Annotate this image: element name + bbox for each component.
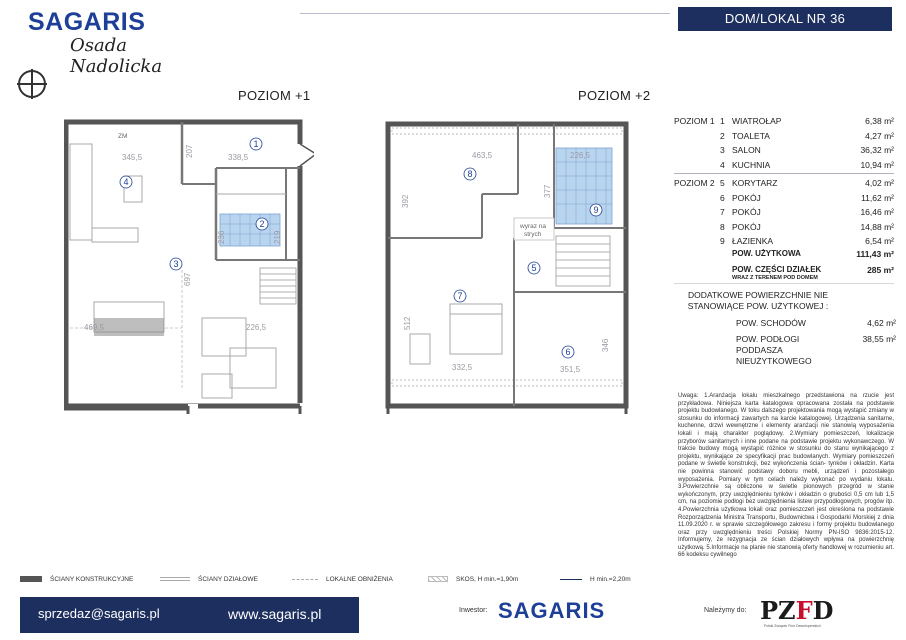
area-row	[674, 176, 894, 191]
room-area: 10,94 m²	[860, 159, 894, 170]
extra-areas-title: DODATKOWE POWIERZCHNIE NIE STANOWIĄCE POW. UŻYTKOWEJ :	[687, 290, 829, 311]
lowering-swatch	[292, 579, 318, 580]
member-label: Należymy do:	[704, 607, 747, 614]
dimension-label: 697	[183, 272, 192, 286]
extra-area-row	[736, 318, 896, 329]
dimension-label: 236	[217, 230, 226, 244]
dimension-label: 219	[273, 230, 282, 244]
disclaimer-note: Uwaga: 1.Aranżacja lokalu mieszkalnego przedstawiona na rzucie jest przykładowa. Niniejsza karta katalogowa opracowana została na podstawie projektu budowlanego. W toku dalszego projektowania mogą wystąpić zmiany w stosunku do informacji zawartych na karcie katalogowej. Urządzenia sanitarne, kuchenne, drzwi wewnętrzne i elementy aranżacji nie stanowią wyposażenia lokali i mają charakter poglądowy. 2.Wymiary pomieszczeń, lokalizacje przyborów sanitarnych i inne podane na podstawie projektu wykonawczego. W trakcie budowy mogą wystąpić różnice w stosunku do stanu wynikającego z projektu, wynikające ze specyfikacji prac budowlanych. Wymiary pomieszczeń podane w świetle konstrukcji, bez wykończenia ścian- tynków i okładzin. Karta nie powinna stanowić podstawy doboru mebli, urządzeń i pozostałego wyposażenia. Pomiary w tym celach należy wykonać po wydaniu lokalu. 3.Powierzchnie są obliczone w świetle pionowych przegród w stanie wykończonym, przy uwzględnieniu tynków i okładzin o grubości 0,5 cm lub 1,5 cm, na poziomie podłogi bez uwzględnienia listew przypodłogowych, progów itp. 4.Powierzchnia użytkowa lokali oraz pomieszczeń jest określona na podstawie Rozporządzenia Ministra Transportu, Budownictwa i Gospodarki Morskiej z dnia 11.09.2020 r. w sprawie szczegółowego zakresu i formy projektu budowlanego oraz przy uwzględnieniu treści Polskiej Normy PN-ISO 9836:2015-12. Informujemy, że rezygnacja ze ścian działowych wpływa na powierzchnię użytkową. 5.Informacje na planie nie stanowią oferty handlowej w rozumieniu art. 66 kodeksu cywilnego	[678, 393, 894, 559]
room-name: POKÓJ	[732, 221, 761, 232]
room-area: 6,54 m²	[865, 236, 894, 247]
room-number: 1	[253, 139, 259, 149]
room-area: 4,02 m²	[865, 178, 894, 189]
room-name: KORYTARZ	[732, 178, 778, 189]
room-number: 9	[593, 205, 599, 215]
room-number: 2	[259, 219, 265, 229]
divider	[674, 173, 894, 174]
email-link[interactable]: sprzedaz@sagaris.pl	[38, 606, 160, 621]
room-no: 6	[720, 192, 725, 203]
area-row	[674, 129, 894, 144]
legend-item	[160, 573, 258, 585]
floor-plan-level-2	[382, 118, 644, 416]
usable-area-label: POW. UŻYTKOWA	[732, 248, 801, 258]
compass-icon	[18, 70, 46, 98]
zm-label: ZM	[118, 133, 128, 140]
legend-item	[428, 573, 518, 585]
room-name: TOALETA	[732, 130, 770, 141]
dimension-label: 226,5	[246, 323, 267, 332]
brand-subtitle: Osada Nadolicka	[70, 35, 163, 77]
partition-wall-swatch	[160, 577, 190, 581]
slope-swatch	[428, 576, 448, 582]
room-name: POKÓJ	[732, 192, 761, 203]
room-area: 6,38 m²	[865, 116, 894, 127]
attic-access-label: strych	[524, 231, 542, 238]
website-link[interactable]: www.sagaris.pl	[228, 606, 322, 622]
level-label: POZIOM 1	[674, 116, 715, 127]
floor-plan-level-1	[64, 118, 314, 416]
room-number: 4	[123, 177, 129, 187]
dimension-label: 351,5	[560, 365, 581, 374]
room-name: ŁAZIENKA	[732, 236, 774, 247]
dimension-label: 512	[403, 316, 412, 330]
area-row	[674, 234, 894, 249]
room-name: POKÓJ	[732, 207, 761, 218]
extra-area-row	[736, 334, 896, 367]
legend-label: H min.=2,20m	[590, 575, 631, 583]
legend-item	[560, 573, 631, 585]
usable-area-value: 111,43 m²	[856, 248, 894, 259]
room-area: 4,27 m²	[865, 130, 894, 141]
room-area: 36,32 m²	[860, 145, 894, 156]
area-row	[674, 205, 894, 220]
room-number: 6	[565, 347, 571, 357]
room-no: 7	[720, 207, 725, 218]
area-row	[674, 220, 894, 235]
legend-label: ŚCIANY KONSTRUKCYJNE	[50, 575, 134, 583]
area-table	[674, 114, 894, 285]
pzfd-subtitle: Polski Związek Firm Deweloperskich	[764, 624, 821, 628]
legend-label: SKOS, H min.=1,90m	[456, 575, 519, 583]
area-row	[674, 191, 894, 206]
stairs-value: 4,62 m²	[867, 318, 896, 328]
room-number: 7	[457, 291, 463, 301]
dimension-label: 463,5	[472, 151, 493, 160]
room-area: 14,88 m²	[860, 221, 894, 232]
room-area: 16,46 m²	[860, 207, 894, 218]
room-no: 8	[720, 221, 725, 232]
dimension-label: 338,5	[228, 153, 249, 162]
room-area: 11,62 m²	[861, 192, 894, 203]
level-label: POZIOM 2	[674, 178, 715, 189]
header-line	[300, 13, 670, 14]
brand-logo	[28, 8, 218, 77]
dimension-label: 207	[185, 144, 194, 158]
area-row	[674, 143, 894, 158]
attic-value: 38,55 m²	[862, 334, 896, 344]
stairs-label: POW. SCHODÓW	[736, 318, 806, 328]
area-row	[674, 114, 894, 129]
legend-label: ŚCIANY DZIAŁOWE	[198, 575, 258, 583]
dimension-label: 346	[601, 338, 610, 352]
investor-logo: SAGARIS	[498, 598, 606, 623]
attic-access-label: wyraz na	[520, 223, 547, 230]
room-no: 3	[720, 145, 725, 156]
room-name: SALON	[732, 145, 761, 156]
unit-badge: DOM/LOKAL NR 36	[678, 7, 892, 31]
room-number: 3	[173, 259, 179, 269]
plot-area-sublabel: WRAZ Z TERENEM POD DOMEM	[732, 274, 818, 281]
investor-label: Inwestor:	[459, 607, 488, 614]
attic-label: POW. PODŁOGI PODDASZA NIEUŻYTKOWEGO	[736, 334, 812, 366]
room-no: 9	[720, 236, 725, 247]
divider	[674, 283, 894, 284]
dimension-label: 332,5	[452, 363, 473, 372]
room-name: WIATROŁAP	[732, 116, 782, 127]
level2-title: POZIOM +2	[578, 88, 651, 103]
legend-label: LOKALNE OBNIŻENIA	[326, 575, 393, 583]
dimension-label: 377	[543, 184, 552, 198]
usable-area-row	[674, 249, 894, 263]
pzfd-logo: PZFD	[760, 596, 834, 625]
room-no: 4	[720, 159, 725, 170]
dimension-label: 392	[401, 194, 410, 208]
room-no: 5	[720, 178, 725, 189]
area-row	[674, 158, 894, 173]
level1-title: POZIOM +1	[238, 88, 311, 103]
legend-item	[292, 573, 393, 585]
footer-contact-band	[20, 597, 359, 633]
room-no: 2	[720, 130, 725, 141]
height-line-swatch	[560, 579, 582, 580]
brand-name: SAGARIS	[28, 8, 146, 36]
legend-item	[20, 573, 133, 585]
room-no: 1	[720, 116, 725, 127]
plot-area-value: 285 m²	[867, 264, 894, 275]
dimension-label: 469,5	[84, 323, 105, 332]
dimension-label: 345,5	[122, 153, 143, 162]
room-number: 8	[467, 169, 473, 179]
plot-area-label: POW. CZĘŚCI DZIAŁEK	[732, 264, 822, 274]
room-name: KUCHNIA	[732, 159, 771, 170]
room-number: 5	[531, 263, 537, 273]
structural-wall-swatch	[20, 576, 42, 582]
dimension-label: 226,5	[570, 151, 591, 160]
